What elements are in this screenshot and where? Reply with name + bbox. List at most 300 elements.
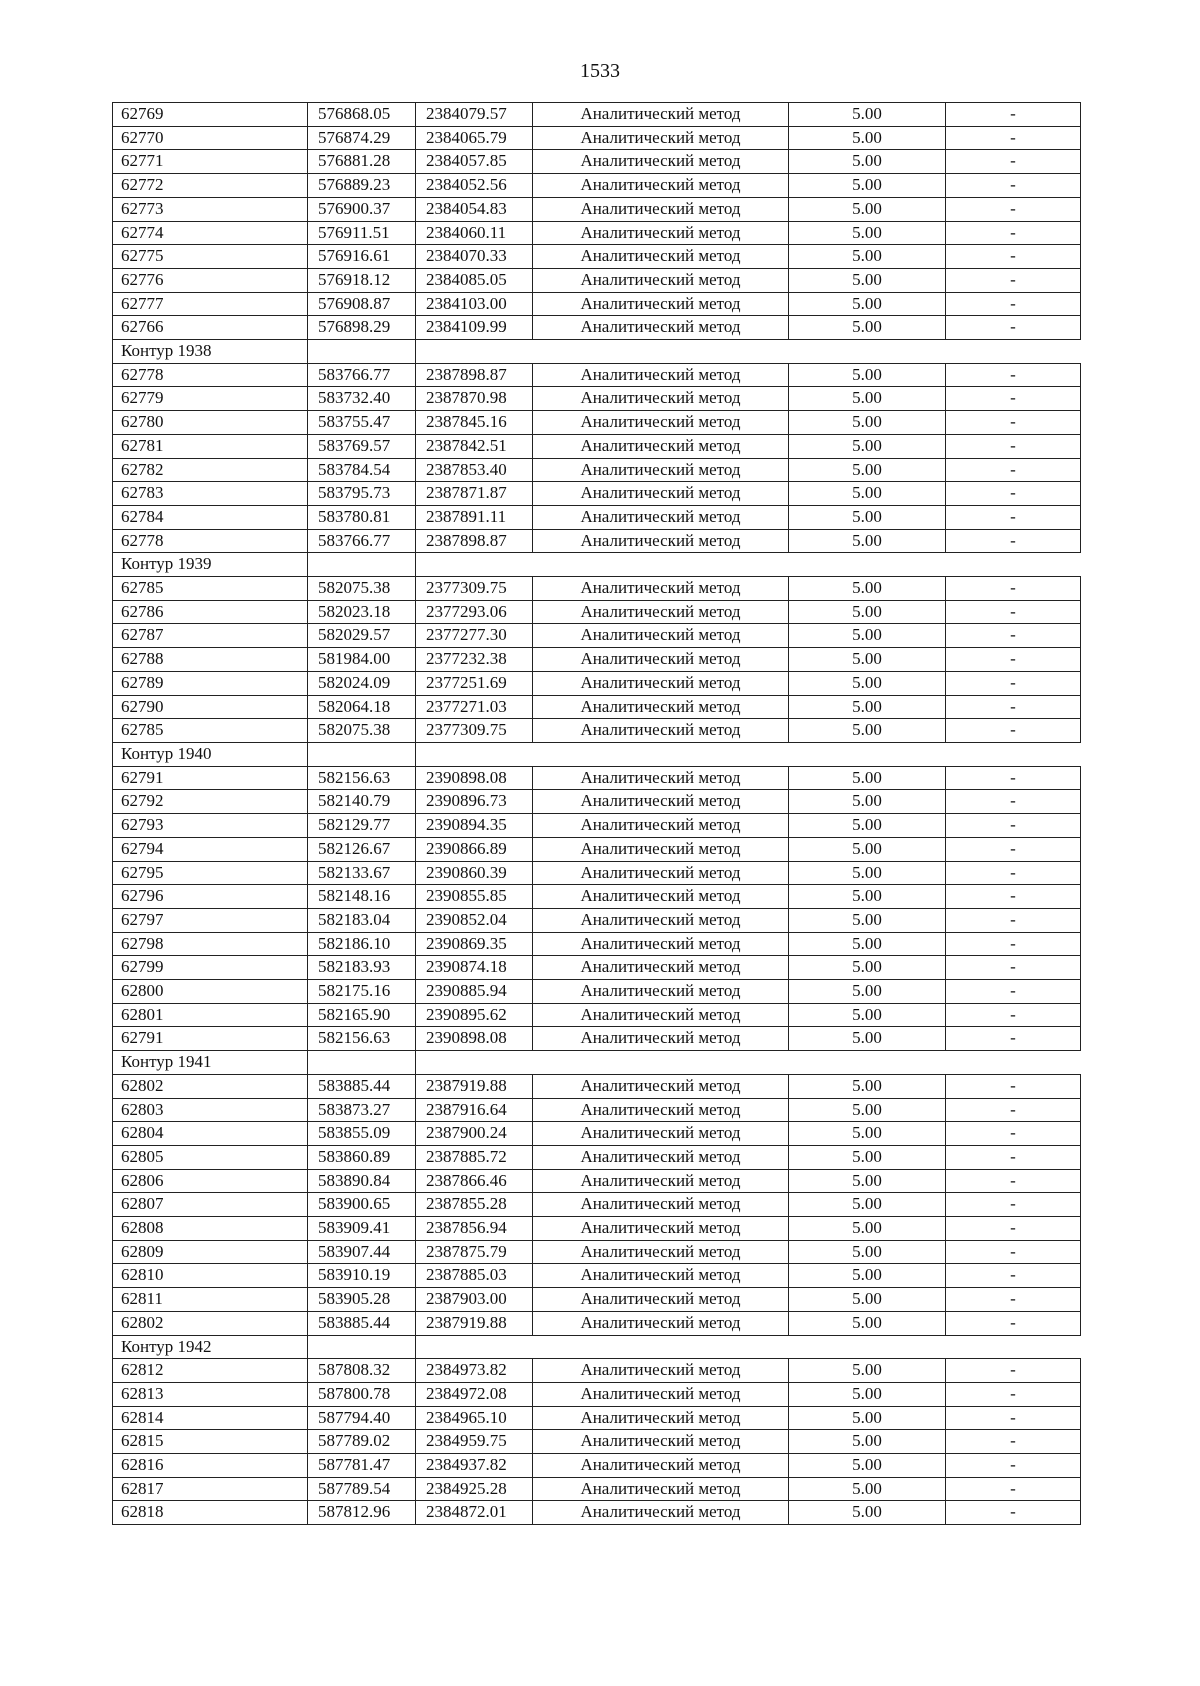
y-coordinate-cell: 2384065.79	[416, 126, 533, 150]
page-number: 1533	[580, 60, 620, 82]
method-cell: Аналитический метод	[533, 1027, 789, 1051]
error-cell: 5.00	[789, 245, 946, 269]
table-row	[113, 1311, 1081, 1335]
point-id-cell: 62811	[113, 1288, 308, 1312]
table-row	[113, 197, 1081, 221]
note-cell: -	[946, 766, 1081, 790]
method-cell: Аналитический метод	[533, 1359, 789, 1383]
y-coordinate-cell: 2377277.30	[416, 624, 533, 648]
point-id-cell: 62787	[113, 624, 308, 648]
contour-header-row	[113, 742, 1081, 766]
error-cell: 5.00	[789, 1359, 946, 1383]
error-cell: 5.00	[789, 174, 946, 198]
x-coordinate-cell: 587789.54	[308, 1477, 416, 1501]
point-id-cell: 62815	[113, 1430, 308, 1454]
method-cell: Аналитический метод	[533, 766, 789, 790]
note-cell: -	[946, 316, 1081, 340]
contour-header-row	[113, 1335, 1081, 1359]
x-coordinate-cell: 582156.63	[308, 766, 416, 790]
method-cell: Аналитический метод	[533, 932, 789, 956]
table-row	[113, 316, 1081, 340]
note-cell: -	[946, 1122, 1081, 1146]
y-coordinate-cell: 2387885.03	[416, 1264, 533, 1288]
error-cell: 5.00	[789, 1217, 946, 1241]
note-cell: -	[946, 1003, 1081, 1027]
table-row	[113, 434, 1081, 458]
method-cell: Аналитический метод	[533, 861, 789, 885]
point-id-cell: 62807	[113, 1193, 308, 1217]
method-cell: Аналитический метод	[533, 1264, 789, 1288]
method-cell: Аналитический метод	[533, 197, 789, 221]
empty-cell	[416, 742, 1081, 766]
table-row	[113, 1122, 1081, 1146]
error-cell: 5.00	[789, 1169, 946, 1193]
y-coordinate-cell: 2384109.99	[416, 316, 533, 340]
x-coordinate-cell: 582126.67	[308, 837, 416, 861]
table-row	[113, 387, 1081, 411]
note-cell: -	[946, 814, 1081, 838]
error-cell: 5.00	[789, 1193, 946, 1217]
y-coordinate-cell: 2390866.89	[416, 837, 533, 861]
point-id-cell: 62777	[113, 292, 308, 316]
point-id-cell: 62790	[113, 695, 308, 719]
method-cell: Аналитический метод	[533, 1169, 789, 1193]
table-row	[113, 1430, 1081, 1454]
point-id-cell: 62791	[113, 1027, 308, 1051]
method-cell: Аналитический метод	[533, 814, 789, 838]
y-coordinate-cell: 2387856.94	[416, 1217, 533, 1241]
method-cell: Аналитический метод	[533, 292, 789, 316]
point-id-cell: 62766	[113, 316, 308, 340]
point-id-cell: 62789	[113, 671, 308, 695]
note-cell: -	[946, 1477, 1081, 1501]
y-coordinate-cell: 2390898.08	[416, 1027, 533, 1051]
method-cell: Аналитический метод	[533, 126, 789, 150]
error-cell: 5.00	[789, 861, 946, 885]
x-coordinate-cell: 587808.32	[308, 1359, 416, 1383]
method-cell: Аналитический метод	[533, 671, 789, 695]
error-cell: 5.00	[789, 1477, 946, 1501]
point-id-cell: 62780	[113, 411, 308, 435]
point-id-cell: 62804	[113, 1122, 308, 1146]
error-cell: 5.00	[789, 1074, 946, 1098]
table-row	[113, 268, 1081, 292]
y-coordinate-cell: 2377293.06	[416, 600, 533, 624]
y-coordinate-cell: 2387853.40	[416, 458, 533, 482]
note-cell: -	[946, 529, 1081, 553]
method-cell: Аналитический метод	[533, 482, 789, 506]
method-cell: Аналитический метод	[533, 1477, 789, 1501]
point-id-cell: 62818	[113, 1501, 308, 1525]
x-coordinate-cell: 581984.00	[308, 648, 416, 672]
error-cell: 5.00	[789, 1406, 946, 1430]
method-cell: Аналитический метод	[533, 1193, 789, 1217]
x-coordinate-cell: 582183.93	[308, 956, 416, 980]
x-coordinate-cell: 583890.84	[308, 1169, 416, 1193]
table-row	[113, 1382, 1081, 1406]
x-coordinate-cell: 583860.89	[308, 1145, 416, 1169]
x-coordinate-cell: 582075.38	[308, 719, 416, 743]
x-coordinate-cell: 582175.16	[308, 980, 416, 1004]
point-id-cell: 62792	[113, 790, 308, 814]
table-row	[113, 174, 1081, 198]
y-coordinate-cell: 2384972.08	[416, 1382, 533, 1406]
x-coordinate-cell: 576889.23	[308, 174, 416, 198]
error-cell: 5.00	[789, 1311, 946, 1335]
table-row	[113, 221, 1081, 245]
error-cell: 5.00	[789, 600, 946, 624]
x-coordinate-cell: 583909.41	[308, 1217, 416, 1241]
contour-label: Контур 1938	[113, 340, 308, 364]
point-id-cell: 62784	[113, 505, 308, 529]
empty-cell	[308, 742, 416, 766]
method-cell: Аналитический метод	[533, 980, 789, 1004]
method-cell: Аналитический метод	[533, 174, 789, 198]
point-id-cell: 62803	[113, 1098, 308, 1122]
method-cell: Аналитический метод	[533, 434, 789, 458]
y-coordinate-cell: 2377309.75	[416, 719, 533, 743]
note-cell: -	[946, 1217, 1081, 1241]
table-row	[113, 1169, 1081, 1193]
empty-cell	[308, 340, 416, 364]
table-row	[113, 458, 1081, 482]
x-coordinate-cell: 583732.40	[308, 387, 416, 411]
point-id-cell: 62813	[113, 1382, 308, 1406]
note-cell: -	[946, 1145, 1081, 1169]
note-cell: -	[946, 790, 1081, 814]
point-id-cell: 62806	[113, 1169, 308, 1193]
error-cell: 5.00	[789, 268, 946, 292]
error-cell: 5.00	[789, 790, 946, 814]
table-row	[113, 292, 1081, 316]
method-cell: Аналитический метод	[533, 221, 789, 245]
method-cell: Аналитический метод	[533, 648, 789, 672]
note-cell: -	[946, 1098, 1081, 1122]
table-row	[113, 1477, 1081, 1501]
contour-label: Контур 1941	[113, 1051, 308, 1075]
point-id-cell: 62797	[113, 908, 308, 932]
point-id-cell: 62786	[113, 600, 308, 624]
point-id-cell: 62776	[113, 268, 308, 292]
y-coordinate-cell: 2387875.79	[416, 1240, 533, 1264]
table-row	[113, 482, 1081, 506]
y-coordinate-cell: 2390855.85	[416, 885, 533, 909]
y-coordinate-cell: 2387919.88	[416, 1074, 533, 1098]
table-row	[113, 766, 1081, 790]
contour-header-row	[113, 553, 1081, 577]
error-cell: 5.00	[789, 814, 946, 838]
x-coordinate-cell: 582129.77	[308, 814, 416, 838]
point-id-cell: 62794	[113, 837, 308, 861]
table-row	[113, 790, 1081, 814]
error-cell: 5.00	[789, 1454, 946, 1478]
x-coordinate-cell: 582029.57	[308, 624, 416, 648]
table-row	[113, 1074, 1081, 1098]
x-coordinate-cell: 583855.09	[308, 1122, 416, 1146]
point-id-cell: 62785	[113, 577, 308, 601]
x-coordinate-cell: 582140.79	[308, 790, 416, 814]
y-coordinate-cell: 2384079.57	[416, 103, 533, 127]
x-coordinate-cell: 576918.12	[308, 268, 416, 292]
error-cell: 5.00	[789, 932, 946, 956]
x-coordinate-cell: 583907.44	[308, 1240, 416, 1264]
note-cell: -	[946, 1193, 1081, 1217]
method-cell: Аналитический метод	[533, 1454, 789, 1478]
error-cell: 5.00	[789, 671, 946, 695]
table-row	[113, 1406, 1081, 1430]
x-coordinate-cell: 576900.37	[308, 197, 416, 221]
error-cell: 5.00	[789, 1264, 946, 1288]
y-coordinate-cell: 2390894.35	[416, 814, 533, 838]
note-cell: -	[946, 387, 1081, 411]
error-cell: 5.00	[789, 980, 946, 1004]
error-cell: 5.00	[789, 1430, 946, 1454]
note-cell: -	[946, 695, 1081, 719]
note-cell: -	[946, 103, 1081, 127]
y-coordinate-cell: 2390852.04	[416, 908, 533, 932]
error-cell: 5.00	[789, 1122, 946, 1146]
y-coordinate-cell: 2387842.51	[416, 434, 533, 458]
contour-label: Контур 1939	[113, 553, 308, 577]
point-id-cell: 62814	[113, 1406, 308, 1430]
method-cell: Аналитический метод	[533, 150, 789, 174]
y-coordinate-cell: 2384973.82	[416, 1359, 533, 1383]
method-cell: Аналитический метод	[533, 1382, 789, 1406]
error-cell: 5.00	[789, 126, 946, 150]
x-coordinate-cell: 583780.81	[308, 505, 416, 529]
error-cell: 5.00	[789, 221, 946, 245]
point-id-cell: 62782	[113, 458, 308, 482]
table-row	[113, 1193, 1081, 1217]
error-cell: 5.00	[789, 1145, 946, 1169]
x-coordinate-cell: 582165.90	[308, 1003, 416, 1027]
note-cell: -	[946, 411, 1081, 435]
y-coordinate-cell: 2384103.00	[416, 292, 533, 316]
note-cell: -	[946, 1074, 1081, 1098]
y-coordinate-cell: 2390885.94	[416, 980, 533, 1004]
x-coordinate-cell: 582186.10	[308, 932, 416, 956]
method-cell: Аналитический метод	[533, 458, 789, 482]
error-cell: 5.00	[789, 1240, 946, 1264]
point-id-cell: 62771	[113, 150, 308, 174]
point-id-cell: 62778	[113, 363, 308, 387]
point-id-cell: 62772	[113, 174, 308, 198]
x-coordinate-cell: 587800.78	[308, 1382, 416, 1406]
note-cell: -	[946, 1406, 1081, 1430]
y-coordinate-cell: 2390860.39	[416, 861, 533, 885]
table-row	[113, 1359, 1081, 1383]
y-coordinate-cell: 2390895.62	[416, 1003, 533, 1027]
method-cell: Аналитический метод	[533, 1501, 789, 1525]
y-coordinate-cell: 2390896.73	[416, 790, 533, 814]
contour-label: Контур 1940	[113, 742, 308, 766]
x-coordinate-cell: 582156.63	[308, 1027, 416, 1051]
error-cell: 5.00	[789, 292, 946, 316]
empty-cell	[416, 1051, 1081, 1075]
x-coordinate-cell: 582148.16	[308, 885, 416, 909]
error-cell: 5.00	[789, 1288, 946, 1312]
note-cell: -	[946, 648, 1081, 672]
contour-header-row	[113, 1051, 1081, 1075]
method-cell: Аналитический метод	[533, 600, 789, 624]
method-cell: Аналитический метод	[533, 956, 789, 980]
y-coordinate-cell: 2387871.87	[416, 482, 533, 506]
x-coordinate-cell: 583784.54	[308, 458, 416, 482]
error-cell: 5.00	[789, 695, 946, 719]
x-coordinate-cell: 583885.44	[308, 1311, 416, 1335]
table-row	[113, 648, 1081, 672]
y-coordinate-cell: 2387855.28	[416, 1193, 533, 1217]
table-body	[113, 103, 1081, 1525]
table-row	[113, 1454, 1081, 1478]
method-cell: Аналитический метод	[533, 529, 789, 553]
point-id-cell: 62810	[113, 1264, 308, 1288]
point-id-cell: 62816	[113, 1454, 308, 1478]
contour-header-row	[113, 340, 1081, 364]
error-cell: 5.00	[789, 648, 946, 672]
note-cell: -	[946, 150, 1081, 174]
table-row	[113, 885, 1081, 909]
note-cell: -	[946, 1311, 1081, 1335]
x-coordinate-cell: 582133.67	[308, 861, 416, 885]
note-cell: -	[946, 458, 1081, 482]
x-coordinate-cell: 587781.47	[308, 1454, 416, 1478]
note-cell: -	[946, 1382, 1081, 1406]
table-row	[113, 103, 1081, 127]
x-coordinate-cell: 576874.29	[308, 126, 416, 150]
table-row	[113, 577, 1081, 601]
method-cell: Аналитический метод	[533, 1003, 789, 1027]
y-coordinate-cell: 2387870.98	[416, 387, 533, 411]
method-cell: Аналитический метод	[533, 1288, 789, 1312]
x-coordinate-cell: 582075.38	[308, 577, 416, 601]
note-cell: -	[946, 1240, 1081, 1264]
table-row	[113, 411, 1081, 435]
empty-cell	[416, 553, 1081, 577]
x-coordinate-cell: 583766.77	[308, 529, 416, 553]
note-cell: -	[946, 671, 1081, 695]
point-id-cell: 62795	[113, 861, 308, 885]
method-cell: Аналитический метод	[533, 245, 789, 269]
table-row	[113, 1501, 1081, 1525]
contour-label: Контур 1942	[113, 1335, 308, 1359]
y-coordinate-cell: 2387885.72	[416, 1145, 533, 1169]
y-coordinate-cell: 2387903.00	[416, 1288, 533, 1312]
method-cell: Аналитический метод	[533, 1217, 789, 1241]
x-coordinate-cell: 583755.47	[308, 411, 416, 435]
point-id-cell: 62802	[113, 1074, 308, 1098]
note-cell: -	[946, 505, 1081, 529]
point-id-cell: 62791	[113, 766, 308, 790]
method-cell: Аналитический метод	[533, 1098, 789, 1122]
method-cell: Аналитический метод	[533, 719, 789, 743]
table-row	[113, 505, 1081, 529]
x-coordinate-cell: 576908.87	[308, 292, 416, 316]
error-cell: 5.00	[789, 837, 946, 861]
error-cell: 5.00	[789, 1003, 946, 1027]
y-coordinate-cell: 2384054.83	[416, 197, 533, 221]
x-coordinate-cell: 587812.96	[308, 1501, 416, 1525]
method-cell: Аналитический метод	[533, 1122, 789, 1146]
y-coordinate-cell: 2384937.82	[416, 1454, 533, 1478]
x-coordinate-cell: 587789.02	[308, 1430, 416, 1454]
error-cell: 5.00	[789, 1098, 946, 1122]
method-cell: Аналитический метод	[533, 411, 789, 435]
table-row	[113, 671, 1081, 695]
table-row	[113, 956, 1081, 980]
x-coordinate-cell: 576868.05	[308, 103, 416, 127]
y-coordinate-cell: 2384872.01	[416, 1501, 533, 1525]
y-coordinate-cell: 2390898.08	[416, 766, 533, 790]
x-coordinate-cell: 583910.19	[308, 1264, 416, 1288]
y-coordinate-cell: 2384070.33	[416, 245, 533, 269]
x-coordinate-cell: 582064.18	[308, 695, 416, 719]
table-row	[113, 837, 1081, 861]
x-coordinate-cell: 582183.04	[308, 908, 416, 932]
x-coordinate-cell: 583795.73	[308, 482, 416, 506]
error-cell: 5.00	[789, 387, 946, 411]
error-cell: 5.00	[789, 1382, 946, 1406]
note-cell: -	[946, 1454, 1081, 1478]
note-cell: -	[946, 292, 1081, 316]
note-cell: -	[946, 885, 1081, 909]
error-cell: 5.00	[789, 766, 946, 790]
note-cell: -	[946, 434, 1081, 458]
y-coordinate-cell: 2384925.28	[416, 1477, 533, 1501]
point-id-cell: 62808	[113, 1217, 308, 1241]
table-row	[113, 980, 1081, 1004]
y-coordinate-cell: 2390869.35	[416, 932, 533, 956]
error-cell: 5.00	[789, 150, 946, 174]
point-id-cell: 62769	[113, 103, 308, 127]
point-id-cell: 62809	[113, 1240, 308, 1264]
error-cell: 5.00	[789, 458, 946, 482]
empty-cell	[416, 340, 1081, 364]
x-coordinate-cell: 583769.57	[308, 434, 416, 458]
y-coordinate-cell: 2387898.87	[416, 363, 533, 387]
x-coordinate-cell: 583766.77	[308, 363, 416, 387]
note-cell: -	[946, 1501, 1081, 1525]
method-cell: Аналитический метод	[533, 1406, 789, 1430]
table-row	[113, 814, 1081, 838]
x-coordinate-cell: 576916.61	[308, 245, 416, 269]
note-cell: -	[946, 268, 1081, 292]
method-cell: Аналитический метод	[533, 624, 789, 648]
note-cell: -	[946, 482, 1081, 506]
point-id-cell: 62799	[113, 956, 308, 980]
method-cell: Аналитический метод	[533, 387, 789, 411]
y-coordinate-cell: 2387891.11	[416, 505, 533, 529]
y-coordinate-cell: 2377251.69	[416, 671, 533, 695]
point-id-cell: 62793	[113, 814, 308, 838]
point-id-cell: 62783	[113, 482, 308, 506]
x-coordinate-cell: 583873.27	[308, 1098, 416, 1122]
error-cell: 5.00	[789, 411, 946, 435]
note-cell: -	[946, 245, 1081, 269]
table-row	[113, 932, 1081, 956]
y-coordinate-cell: 2384060.11	[416, 221, 533, 245]
note-cell: -	[946, 221, 1081, 245]
empty-cell	[308, 553, 416, 577]
note-cell: -	[946, 719, 1081, 743]
y-coordinate-cell: 2384085.05	[416, 268, 533, 292]
table-row	[113, 1288, 1081, 1312]
method-cell: Аналитический метод	[533, 885, 789, 909]
table-row	[113, 1217, 1081, 1241]
method-cell: Аналитический метод	[533, 363, 789, 387]
error-cell: 5.00	[789, 482, 946, 506]
empty-cell	[308, 1051, 416, 1075]
